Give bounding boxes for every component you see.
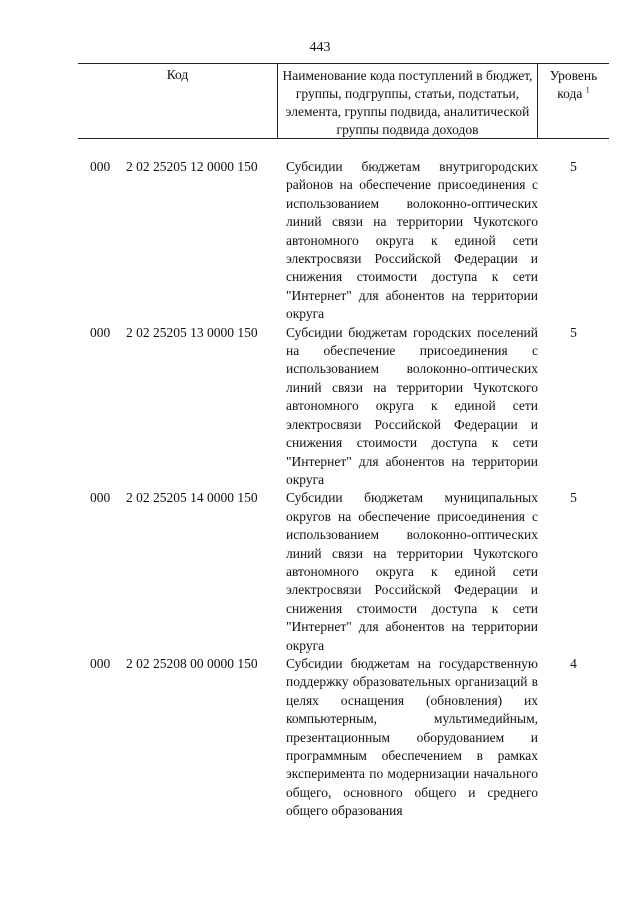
- row-revenue-code: 2 02 25205 12 0000 150: [126, 159, 258, 174]
- row-level: 5: [570, 324, 577, 340]
- row-name: Субсидии бюджетам внутригородских районов на обеспечение присоединения с использованием волоконно-оптических линий связи на территории Чукотского автономного округа к единой сети электросвязи Российской Федерации и снижения стоимости доступа к сети "Интернет" для абонентов на территории округа: [286, 159, 538, 322]
- row-revenue-code: 2 02 25208 00 0000 150: [126, 655, 258, 671]
- header-name: Наименование кода поступлений в бюджет, группы, подгруппы, статьи, подстатьи, элемента, группы подвида, аналитической группы подвида доходов: [278, 64, 538, 138]
- header-code: Код: [78, 64, 278, 138]
- header-level: [538, 64, 609, 138]
- table-row: [78, 324, 609, 490]
- table-header: [78, 63, 609, 139]
- table-row: [78, 655, 609, 821]
- row-admin-code: 000: [90, 324, 111, 340]
- row-name: Субсидии бюджетам на государственную поддержку образовательных организаций в целях оснащения (обновления) их компьютерным, мультимедийным, презентационным оборудованием и программным обеспечением в рамках эксперимента по модернизации начального общего, основного общего и среднего общего образования: [286, 655, 538, 819]
- row-admin-code: 000: [90, 490, 111, 506]
- page-number: 443: [309, 40, 331, 55]
- row-level: 5: [570, 159, 577, 174]
- row-name: Субсидии бюджетам муниципальных округов на обеспечение присоединения с использованием волоконно-оптических линий связи на территории Чукотского автономного округа к единой сети электросвязи Российской Федерации и снижения стоимости доступа к сети "Интернет" для абонентов на территории округа: [286, 490, 538, 653]
- row-revenue-code: 2 02 25205 13 0000 150: [126, 324, 258, 340]
- table-row: [78, 158, 609, 324]
- row-name: Субсидии бюджетам городских поселений на обеспечение присоединения с использованием волоконно-оптических линий связи на территории Чукотского автономного округа к единой сети электросвязи Российской Федерации и снижения стоимости доступа к сети "Интернет" для абонентов на территории округа: [286, 324, 538, 487]
- row-admin-code: 000: [90, 655, 111, 671]
- table-body: [78, 158, 609, 821]
- row-level: 5: [570, 490, 577, 506]
- row-revenue-code: 2 02 25205 14 0000 150: [126, 490, 258, 506]
- header-level-footnote: 1: [585, 85, 590, 95]
- row-admin-code: 000: [90, 159, 111, 174]
- row-level: 4: [570, 655, 577, 671]
- table-row: [78, 489, 609, 655]
- header-level-label: Уровень кода: [549, 68, 598, 101]
